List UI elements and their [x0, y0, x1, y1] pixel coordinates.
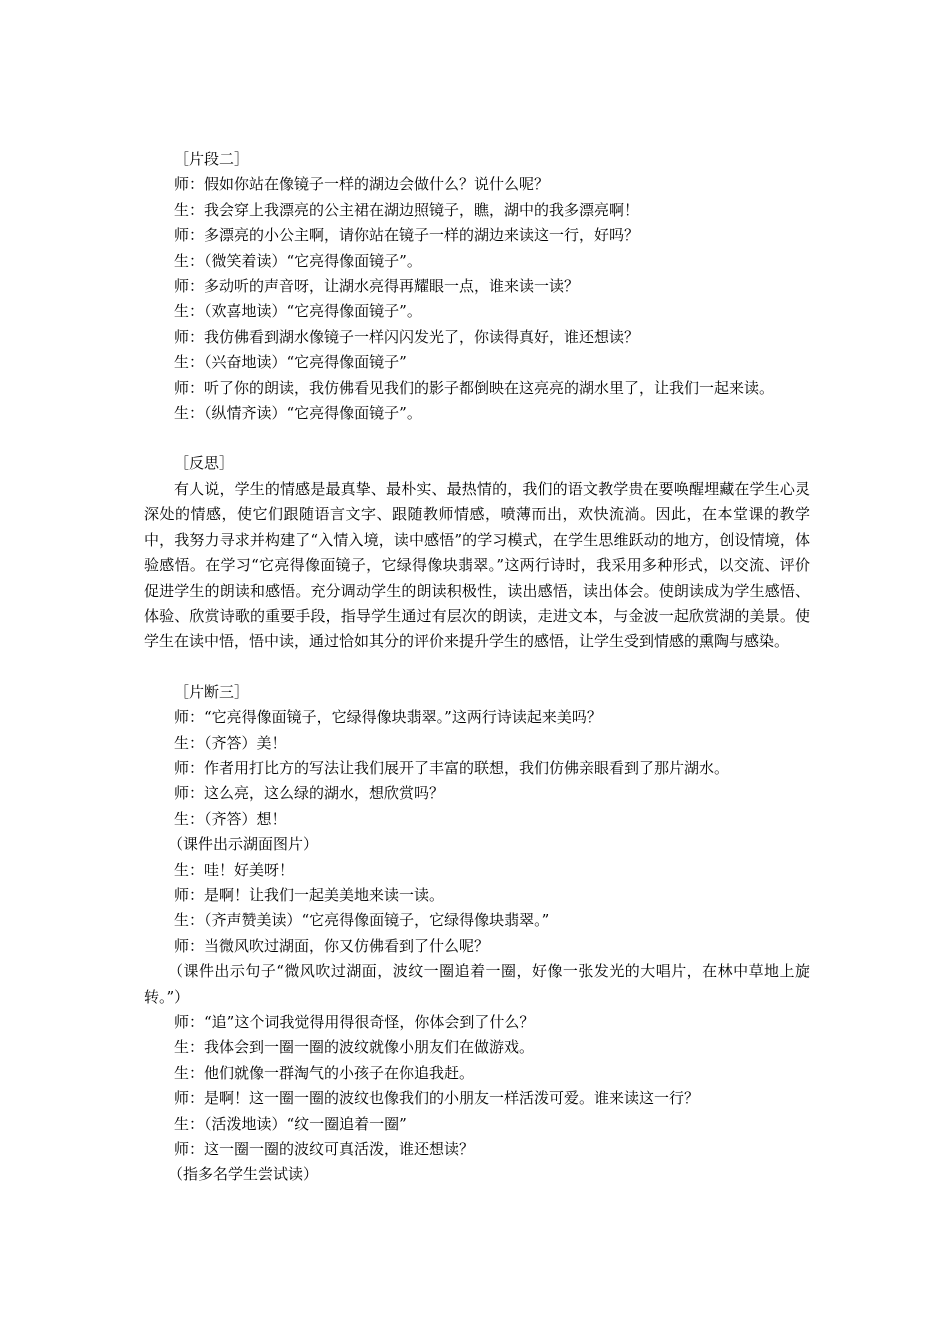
stage-note: （课件出示湖面图片） — [168, 835, 319, 854]
stage-note-wrapped: （课件出示句子“微风吹过湖面，波纹一圈追着一圈，好像一张发光的大唱片，在林中草地上旋转。”） — [144, 962, 810, 1006]
dialogue-line: 师：这一圈一圈的波纹可真活泼，谁还想读？ — [174, 1140, 475, 1159]
dialogue-line: 生：哇！好美呀！ — [174, 860, 295, 879]
dialogue-line: 师：是啊！这一圈一圈的波纹也像我们的小朋友一样活泼可爱。谁来读这一行？ — [174, 1089, 700, 1108]
dialogue-line: 生：（活泼地读）“纹一圈追着一圈” — [174, 1114, 407, 1133]
dialogue-line: 师：我仿佛看到湖水像镜子一样闪闪发光了，你读得真好，谁还想读？ — [174, 327, 640, 346]
dialogue-line: 生：我会穿上我漂亮的公主裙在湖边照镜子，瞧，湖中的我多漂亮啊！ — [174, 200, 640, 219]
reflection-paragraph: 有人说，学生的情感是最真挚、最朴实、最热情的，我们的语文教学贵在要唤醒埋藏在学生心灵深处的情感，使它们跟随语言文字、跟随教师情感，喷薄而出，欢快流淌。因此，在本堂课的教学中，我努力寻求并构建了“入情入境，读中感悟”的学习模式，在学生思维跃动的地方，创设情境，体验感悟。在学习“它亮得像面镜子，它绿得像块翡翠。”这两行诗时，我采用多种形式，以交流、评价促进学生的朗读和感悟。充分调动学生的朗读积极性，读出感悟，读出体会。使朗读成为学生感悟、体验、欣赏诗歌的重要手段，指导学生通过有层次的朗读，走进文本，与金波一起欣赏湖的美景。使学生在读中悟，悟中读，通过恰如其分的评价来提升学生的感悟，让学生受到情感的熏陶与感染。 — [144, 479, 810, 651]
dialogue-line: 生：他们就像一群淘气的小孩子在你追我赶。 — [174, 1063, 475, 1082]
dialogue-line: 师：“它亮得像面镜子，它绿得像块翡翠。”这两行诗读起来美吗？ — [174, 708, 602, 727]
dialogue-line: 生：（兴奋地读）“它亮得像面镜子” — [174, 353, 407, 372]
dialogue-line: 生：（齐答）想！ — [174, 809, 287, 828]
reflection-heading: ［反思］ — [174, 454, 235, 473]
dialogue-line: 师：“追”这个词我觉得用得很奇怪，你体会到了什么？ — [174, 1013, 535, 1031]
dialogue-line: 师：作者用打比方的写法让我们展开了丰富的联想，我们仿佛亲眼看到了那片湖水。 — [174, 758, 730, 777]
dialogue-line: 师：当微风吹过湖面，你又仿佛看到了什么呢？ — [174, 936, 490, 955]
section2-heading: ［片段二］ — [174, 150, 250, 168]
section3-heading: ［片断三］ — [174, 682, 250, 701]
dialogue-line: 师：多动听的声音呀，让湖水亮得再耀眼一点，谁来读一读？ — [174, 277, 580, 296]
dialogue-line: 生：（齐答）美！ — [174, 733, 287, 752]
dialogue-wrapped: 师：听了你的朗读，我仿佛看见我们的影子都倒映在这亮亮的湖水里了，让我们一起来读。 — [174, 378, 775, 397]
dialogue-line: 生：（欢喜地读）“它亮得像面镜子”。 — [174, 302, 422, 321]
document-page — [144, 147, 810, 1188]
dialogue-line: 师：是啊！让我们一起美美地来读一读。 — [174, 885, 445, 904]
dialogue-line: 生：（齐声赞美读）“它亮得像面镜子，它绿得像块翡翠。” — [174, 911, 550, 930]
dialogue-line: 生：我体会到一圈一圈的波纹就像小朋友们在做游戏。 — [174, 1038, 535, 1057]
dialogue-line: 生：（微笑着读）“它亮得像面镜子”。 — [174, 251, 422, 270]
spacer — [144, 655, 810, 680]
stage-note: （指多名学生尝试读） — [168, 1165, 319, 1184]
spacer — [144, 426, 810, 451]
dialogue-line: 生：（纵情齐读）“它亮得像面镜子”。 — [174, 404, 422, 423]
dialogue-line: 师：多漂亮的小公主啊，请你站在镜子一样的湖边来读这一行，好吗？ — [174, 226, 640, 245]
dialogue-line: 师：假如你站在像镜子一样的湖边会做什么？说什么呢？ — [174, 175, 550, 194]
dialogue-line: 师：这么亮，这么绿的湖水，想欣赏吗？ — [174, 784, 445, 803]
